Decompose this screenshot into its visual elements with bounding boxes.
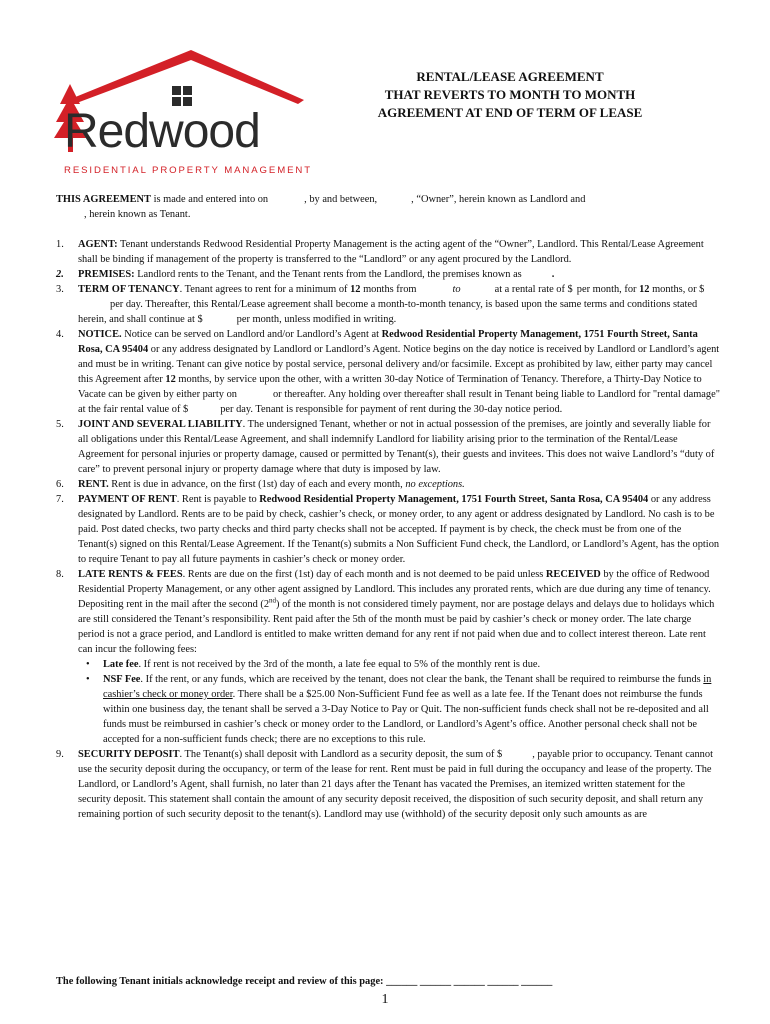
clause-text: per month, for bbox=[576, 284, 640, 295]
clause-heading: AGENT: bbox=[78, 239, 118, 250]
clause-number: 5. bbox=[56, 419, 64, 430]
clause-text: per day. Tenant is responsible for payment of rent during the 30-day notice period. bbox=[220, 404, 563, 415]
fee-list bbox=[78, 657, 720, 747]
clause-number: 4. bbox=[56, 329, 64, 340]
fee-text: . There shall be a $25.00 Non-Sufficient Fund fee as well as a late fee. If the Tenant does not reimburse the funds within one business day, the tenant shall be served a 3-Day Notice to Pay or Quit. The non-sufficient funds check shall not be re-deposited and all funds must be reimbursed in cashier’s check or money order to the Landlord, or Landlord’s Agent’s office. Another personal check shall not be accepted for a non-sufficient funds check; there are no exceptions to this rule. bbox=[103, 689, 709, 745]
clause-text: ) of the month is not considered timely payment, nor are postage delays and delays due to holidays which are still considered the Tenant’s responsibility. Rent paid after the 5th of the month must be paid by cashier’s check or money order. The late charge period is not a grace period, and Landlord is entitled to make written demand for any rent if not paid when due and to collect interest thereon. Late rent can incur the following fees: bbox=[78, 599, 715, 655]
clause-number: 2. bbox=[56, 269, 64, 280]
clause-text: Tenant understands Redwood Residential Property Management is the acting agent of the “Owner”, Landlord. This Rental/Lease Agreement shall be binding if management of the property is transferred to the “Landlord” or any agent procured by the Landlord. bbox=[78, 239, 704, 265]
clause-text: Rent is due in advance, on the first (1st) day of each and every month, bbox=[108, 479, 406, 490]
clause-premises bbox=[56, 267, 720, 282]
clause-term-of-tenancy bbox=[56, 282, 720, 327]
clause-text: , payable prior to occupancy. Tenant cannot use the security deposit during the occupancy, or term of the lease for rent. Rent must be paid in full during the occupancy and lease of the property. The Landlord, or Landlord’s Agent, shall furnish, no later than 21 days after the Tenant has vacated the Premises, an itemized written statement for the security deposit. This statement shall contain the amount of any security deposit received, the disposition of such security deposit, and shall return any remaining portion of such security deposit to the tenant(s). Landlord may use (withhold) of the security deposit only such amounts as are bbox=[78, 749, 713, 820]
clause-tail: . bbox=[551, 269, 555, 280]
clause-text: . Tenant agrees to rent for a minimum of bbox=[179, 284, 351, 295]
clause-joint-liability bbox=[56, 417, 720, 477]
notice-months: 12 bbox=[165, 374, 176, 385]
notice-address: Redwood Residential Property Management, 1751 Fourth Street, Santa Rosa, CA 95404 bbox=[78, 329, 698, 355]
company-logo bbox=[54, 48, 312, 180]
clause-text: per month, unless modified in writing. bbox=[236, 314, 397, 325]
clause-security-deposit bbox=[56, 747, 720, 822]
intro-text-4: , herein known as Tenant. bbox=[84, 209, 191, 220]
clause-text: or any address designated by Landlord. Rents are to be paid by check, cashier’s check, or money order, to any agent or address designated by Landlord. No cash is to be paid. Post dated checks, two party checks and third party checks shall not be accepted. If payment is by check, the check must be from one of the Tenant(s) signed on this Rental/Lease Agreement. If the Tenant(s) submits a Non Sufficient Fund check, the Landlord, or Landlord’s Agent, has the option to require Tenant to pay all future payments in cashier’s check or money order. bbox=[78, 494, 720, 565]
clause-text: . Rents are due on the first (1st) day of each month and is not deemed to be paid unless bbox=[182, 569, 546, 580]
clause-text: . The undersigned Tenant, whether or not in actual possession of the premises, are jointly and severally liable for all obligations under this Rental/Lease Agreement, and shall indemnify Landlord for liability arising prior to the termination of the Rental/Lease Agreement for personal injuries or property damage, caused or permitted by Tenant(s), their guests and invitees. This does not waive Landlord’s “duty of care” to prevent personal injury or property damage where that duty is imposed by law. bbox=[78, 419, 715, 475]
clause-to: to bbox=[452, 284, 461, 295]
clause-number: 3. bbox=[56, 284, 64, 295]
title-line-2: THAT REVERTS TO MONTH TO MONTH bbox=[384, 87, 636, 102]
clause-late-rents bbox=[56, 567, 720, 747]
fee-item-late bbox=[78, 657, 720, 672]
fee-item-nsf bbox=[78, 672, 720, 747]
intro-text-2: , by and between, bbox=[304, 194, 378, 205]
clause-heading: TERM OF TENANCY bbox=[78, 284, 180, 295]
clause-heading: PREMISES: bbox=[78, 269, 135, 280]
term-months: 12 bbox=[350, 284, 361, 295]
clause-text: or thereafter. Any holding over thereafter shall result in Tenant being liable to Landlord for "rental damage" at the fair rental value of $ bbox=[78, 389, 720, 415]
clause-text: Landlord rents to the Tenant, and the Tenant rents from the Landlord, the premises known as bbox=[134, 269, 522, 280]
page-number: 1 bbox=[381, 992, 389, 1007]
logo-wordmark: Redwood bbox=[64, 105, 260, 158]
clause-text: by the office of Redwood Residential Property Management, or any other agent assigned by Landlord. This includes any prorated rents, which are due during any time of tenancy. Depositing rent in the mail after the second (2 bbox=[78, 569, 711, 610]
fee-text: . If rent is not received by the 3rd of the month, a late fee equal to 5% of the monthly rent is due. bbox=[138, 659, 541, 670]
fee-text: . If the rent, or any funds, which are received by the tenant, does not clear the bank, the Tenant shall be required to reimburse the funds bbox=[140, 674, 704, 685]
clause-text: months from bbox=[360, 284, 417, 295]
intro-text-3: , “Owner”, herein known as Landlord and bbox=[411, 194, 586, 205]
clause-heading: RENT. bbox=[78, 479, 109, 490]
clause-payment-of-rent bbox=[56, 492, 720, 567]
document-title bbox=[330, 68, 690, 122]
intro-lead: THIS AGREEMENT bbox=[56, 194, 151, 205]
received-emphasis: RECEIVED bbox=[545, 569, 601, 580]
clause-text: . The Tenant(s) shall deposit with Landlord as a security deposit, the sum of $ bbox=[179, 749, 503, 760]
bullet-icon: • bbox=[86, 674, 90, 685]
clause-text: at a rental rate of $ bbox=[494, 284, 573, 295]
clause-heading: NOTICE. bbox=[78, 329, 122, 340]
ordinal-suffix: nd bbox=[269, 596, 277, 605]
title-line-1: RENTAL/LEASE AGREEMENT bbox=[416, 69, 604, 84]
clause-number: 7. bbox=[56, 494, 64, 505]
fee-heading: Late fee bbox=[103, 659, 139, 670]
clause-heading: PAYMENT OF RENT bbox=[78, 494, 177, 505]
clause-agent bbox=[56, 237, 720, 267]
clause-heading: JOINT AND SEVERAL LIABILITY bbox=[78, 419, 243, 430]
logo-subtitle: RESIDENTIAL PROPERTY MANAGEMENT bbox=[64, 165, 312, 176]
clause-text: . Rent is payable to bbox=[176, 494, 260, 505]
clause-heading: LATE RENTS & FEES bbox=[78, 569, 183, 580]
clause-number: 6. bbox=[56, 479, 64, 490]
clause-notice bbox=[56, 327, 720, 417]
clause-number: 8. bbox=[56, 569, 64, 580]
term-months-2: 12 bbox=[639, 284, 650, 295]
clause-text: months, or $ bbox=[649, 284, 705, 295]
clause-rent bbox=[56, 477, 720, 492]
clause-text: per day. Thereafter, this Rental/Lease agreement shall become a month-to-month tenancy, is based upon the same terms and conditions stated herein, and shall continue at $ bbox=[78, 299, 698, 325]
bullet-icon: • bbox=[86, 659, 90, 670]
clause-number: 9. bbox=[56, 749, 64, 760]
title-line-3: AGREEMENT AT END OF TERM OF LEASE bbox=[377, 105, 643, 120]
fee-underlined: in cashier’s check or money order bbox=[103, 674, 712, 700]
clause-text: Notice can be served on Landlord and/or Landlord’s Agent at bbox=[121, 329, 382, 340]
fee-heading: NSF Fee bbox=[103, 674, 141, 685]
clauses-list bbox=[56, 237, 720, 822]
clause-number: 1. bbox=[56, 239, 64, 250]
clause-heading: SECURITY DEPOSIT bbox=[78, 749, 180, 760]
clause-emphasis: no exceptions. bbox=[405, 479, 465, 490]
clause-text: or any address designated by Landlord or Landlord’s Agent. Notice begins on the day notice is received by Landlord or Landlord’s agent and must be in writing. Tenant can give notice by postal service, personal delivery and/or facsimile. Except as prohibited by law, either party may cancel this Agreement after bbox=[78, 344, 720, 385]
payment-address: Redwood Residential Property Management, 1751 Fourth Street, Santa Rosa, CA 95404 bbox=[259, 494, 649, 505]
intro-paragraph bbox=[56, 192, 716, 222]
clause-text: months, by service upon the other, with a written 30-day Notice of Termination of Tenancy. Therefore, a Thirty-Day Notice to Vacate can be given by either party on bbox=[78, 374, 702, 400]
intro-text-1: is made and entered into on bbox=[150, 194, 269, 205]
tenant-initials-line: The following Tenant initials acknowledge receipt and review of this page: ______ ______ ______ ______ ______ bbox=[56, 976, 553, 987]
